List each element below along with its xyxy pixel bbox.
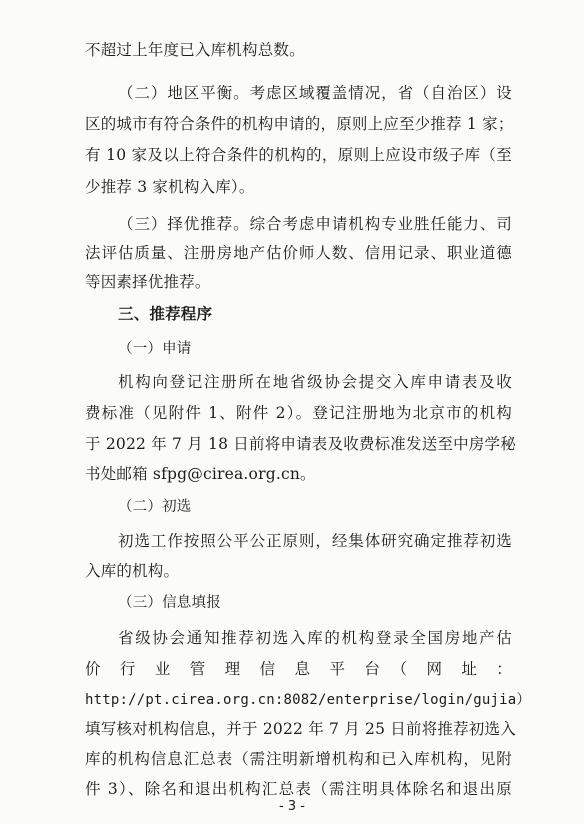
body-line-23: 库的机构信息汇总表（需注明新增机构和已入库机构，见附: [85, 750, 512, 768]
body-line-19: 省级协会通知推荐初选入库的机构登录全国房地产估: [118, 629, 512, 647]
body-line-5: 少推荐 3 家机构入库）。: [85, 178, 255, 196]
body-line-16: 初选工作按照公平公正原则，经集体研究确定推荐初选: [118, 532, 512, 550]
body-line-1: 不超过上年度已入库机构总数。: [85, 41, 305, 59]
section-heading: 三、推荐程序: [118, 305, 213, 323]
body-line-2: （二）地区平衡。考虑区域覆盖情况，省（自治区）设: [118, 84, 512, 102]
url-line: http://pt.cirea.org.cn:8082/enterprise/login/gujia）: [85, 692, 531, 708]
body-line-22: 填写核对机构信息，并于 2022 年 7 月 25 日前将推荐初选入: [85, 720, 516, 738]
subheading-information: （三）信息填报: [118, 595, 221, 611]
body-line-17: 入库的机构。: [85, 562, 180, 580]
body-line-4: 有 10 家及以上符合条件的机构的，原则上应设市级子库（至: [85, 146, 512, 164]
body-line-6: （三）择优推荐。综合考虑申请机构专业胜任能力、司: [118, 215, 512, 233]
body-line-8: 等因素择优推荐。: [85, 273, 211, 291]
body-line-14: 书处邮箱 sfpg@cirea.org.cn。: [85, 465, 316, 483]
page-number: - 3 -: [279, 799, 305, 814]
body-line-7: 法评估质量、注册房地产估价师人数、信用记录、职业道德: [85, 244, 512, 262]
body-line-12: 费标准（见附件 1、附件 2）。登记注册地为北京市的机构: [85, 404, 512, 422]
body-line-24: 件 3）、除名和退出机构汇总表（需注明具体除名和退出原: [85, 780, 512, 798]
body-line-20: 价 行 业 管 理 信 息 平 台 （ 网 址 ：: [85, 660, 512, 678]
body-line-11: 机构向登记注册所在地省级协会提交入库申请表及收: [118, 373, 512, 391]
subheading-application: （一）申请: [118, 341, 192, 357]
subheading-preliminary: （二）初选: [118, 499, 192, 515]
body-line-3: 区的城市有符合条件的机构申请的，原则上应至少推荐 1 家；: [85, 115, 514, 133]
body-line-13: 于 2022 年 7 月 18 日前将申请表及收费标准发送至中房学秘: [85, 435, 516, 453]
